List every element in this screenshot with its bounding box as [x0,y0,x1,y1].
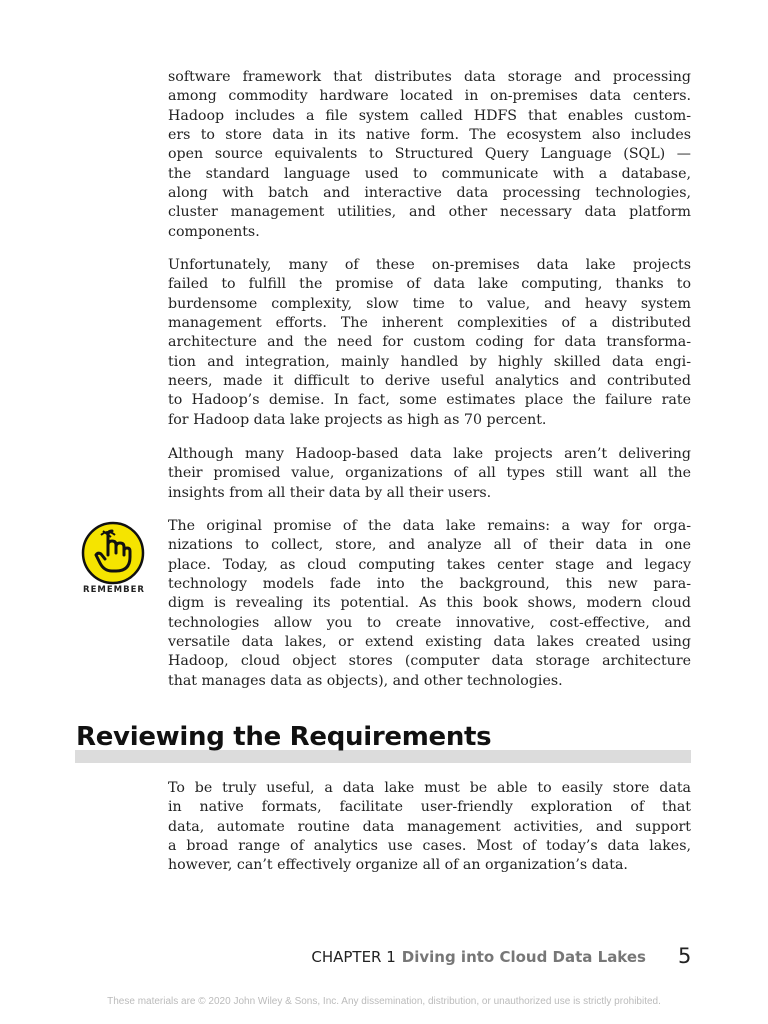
text-line: that manages data as objects), and other technologies. [168,672,563,689]
text-line: data, automate routine data management activities, and support [168,818,691,835]
text-line: digm is revealing its potential. As this book shows, modern cloud [168,595,691,612]
text-line: however, can’t effectively organize all of an organization’s data. [168,857,628,874]
text-line: cluster management utilities, and other necessary data platform [168,204,691,221]
text-line: their promised value, organizations of all types still want all the [168,465,691,482]
text-line: The original promise of the data lake remains: a way for orga- [168,518,691,534]
footer-chapter: CHAPTER 1 [311,948,396,966]
text-line: to Hadoop’s demise. In fact, some estimates place the failure rate [168,392,691,409]
copyright-notice: These materials are © 2020 John Wiley & Sons, Inc. Any dissemination, distribution, or unauthorized use is strictly prohibited. [107,996,661,1007]
text-line: neers, made it difficult to derive useful analytics and contributed [168,373,691,390]
paragraph-insights [168,445,691,503]
remember-finger-string-icon [81,521,145,585]
section-heading: Reviewing the Requirements [76,722,492,752]
text-line: technology models fade into the background, this new para- [168,576,691,593]
text-line: place. Today, as cloud computing takes center stage and legacy [168,556,691,573]
paragraph-requirements [168,779,691,876]
text-line: To be truly useful, a data lake must be able to easily store data [168,780,691,796]
text-line: in native formats, facilitate user-friendly exploration of that [168,799,691,816]
text-line: nizations to collect, store, and analyze all of their data in one [168,537,691,554]
text-line: management efforts. The inherent complexities of a distributed [168,315,691,332]
text-line: failed to fulfill the promise of data lake computing, thanks to [168,276,691,293]
remember-label: REMEMBER [83,585,145,595]
footer-chapter-title: Diving into Cloud Data Lakes [401,948,646,966]
text-line: along with batch and interactive data processing technologies, [168,185,691,202]
running-footer [311,948,646,966]
text-line: components. [168,223,260,240]
text-line: the standard language used to communicate with a database, [168,165,691,182]
paragraph-hadoop-intro [168,68,691,242]
text-line: burdensome complexity, slow time to value, and heavy system [168,295,691,312]
paragraph-original-promise [168,517,691,691]
text-line: a broad range of analytics use cases. Most of today’s data lakes, [168,838,691,855]
text-line: versatile data lakes, or extend existing data lakes created using [168,634,691,651]
text-line: Hadoop, cloud object stores (computer data storage architecture [168,653,691,670]
text-line: Hadoop includes a file system called HDFS that enables custom- [168,107,691,124]
text-line: among commodity hardware located in on-premises data centers. [168,88,691,105]
text-line: technologies allow you to create innovative, cost-effective, and [168,614,691,631]
text-line: insights from all their data by all their users. [168,484,492,501]
page-number: 5 [678,944,692,968]
text-line: Although many Hadoop-based data lake projects aren’t delivering [168,446,691,462]
paragraph-failures [168,256,691,430]
text-line: architecture and the need for custom coding for data transforma- [168,334,691,351]
text-line: open source equivalents to Structured Query Language (SQL) — [168,146,691,163]
text-line: Unfortunately, many of these on-premises data lake projects [168,257,691,273]
text-line: for Hadoop data lake projects as high as 70 percent. [168,411,547,428]
text-line: tion and integration, mainly handled by highly skilled data engi- [168,353,691,370]
text-line: ers to store data in its native form. The ecosystem also includes [168,127,691,144]
text-line: software framework that distributes data storage and processing [168,69,691,85]
